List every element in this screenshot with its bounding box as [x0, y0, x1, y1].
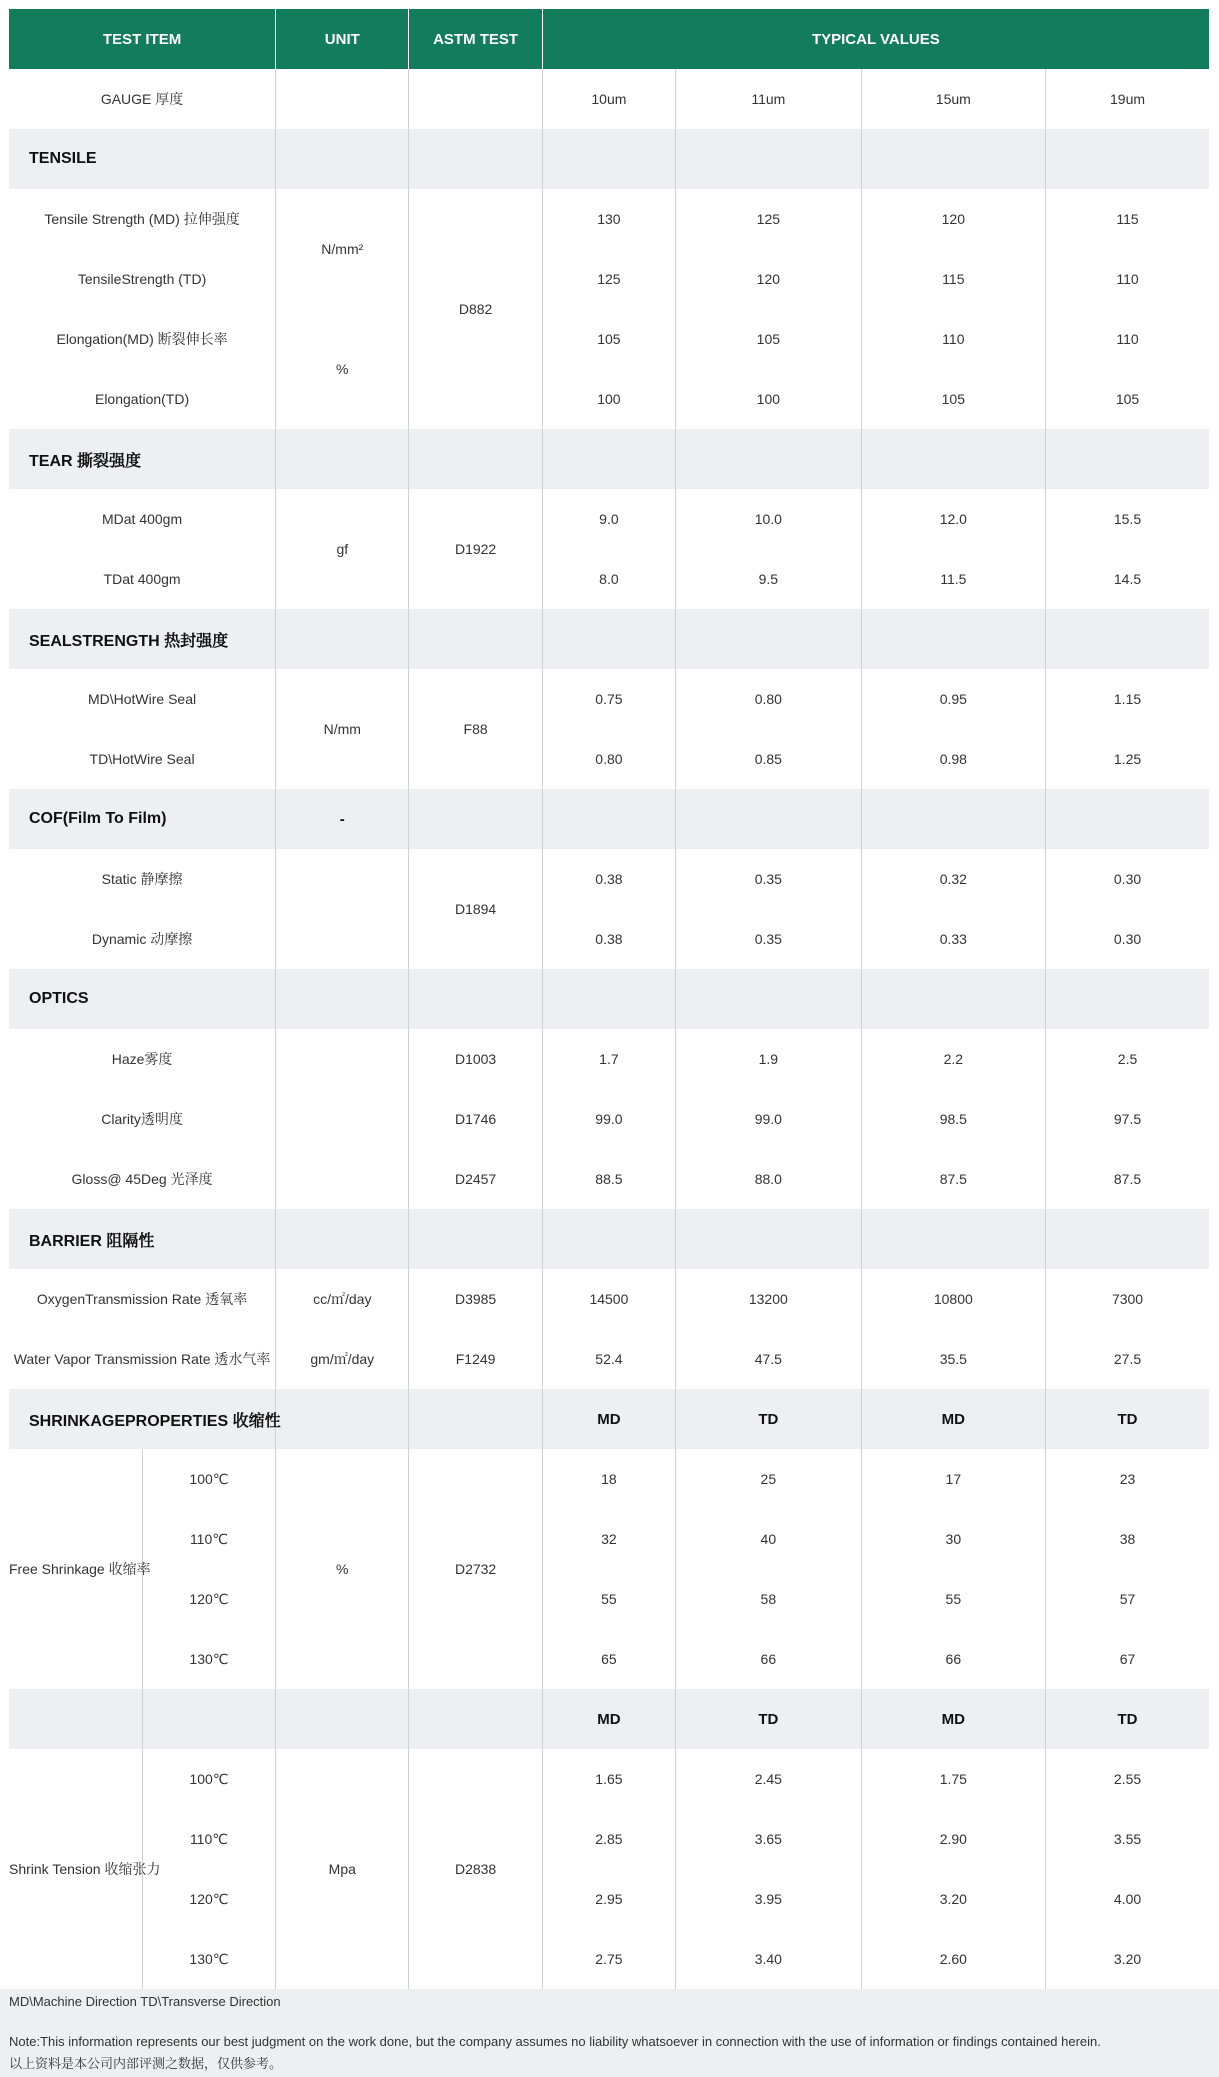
- unit-cell: [276, 849, 409, 969]
- value-cell: 0.75: [542, 669, 675, 729]
- value-cell: 66: [676, 1629, 862, 1689]
- temperature-cell: 130℃: [142, 1929, 275, 1989]
- unit-cell: Mpa: [276, 1749, 409, 1989]
- value-cell: 3.65: [676, 1809, 862, 1869]
- table-row: [9, 849, 1209, 909]
- value-cell: 105: [676, 309, 862, 369]
- gauge-row: [9, 69, 1209, 129]
- value-cell: 17: [861, 1449, 1045, 1509]
- value-cell: 14500: [542, 1269, 675, 1329]
- value-cell: 14.5: [1113, 571, 1142, 587]
- value-cell: 0.95: [861, 669, 1045, 729]
- temperature-cell: 100℃: [142, 1749, 275, 1809]
- table-row: [9, 249, 1209, 309]
- value-cell: 9.0: [542, 489, 675, 549]
- astm-cell: F88: [409, 669, 542, 789]
- astm-cell: D1746: [409, 1089, 542, 1149]
- value-cell: 18: [542, 1449, 675, 1509]
- value-cell: 2.55: [1113, 1771, 1142, 1787]
- direction-header: MD: [542, 1389, 675, 1449]
- table-row: [9, 669, 1209, 729]
- astm-cell: D1003: [409, 1029, 542, 1089]
- unit-cell: [276, 69, 409, 129]
- value-cell: 105: [542, 309, 675, 369]
- table-row: [9, 1509, 1209, 1569]
- table-row: [9, 1449, 1209, 1509]
- value-cell: 2.85: [542, 1809, 675, 1869]
- value-cell: 23: [1119, 1471, 1136, 1487]
- value-cell: 1.9: [676, 1029, 862, 1089]
- value-cell: 0.35: [676, 909, 862, 969]
- row-label: Dynamic 动摩擦: [9, 909, 276, 969]
- value-cell: 65: [542, 1629, 675, 1689]
- astm-cell: D1894: [409, 849, 542, 969]
- value-cell: 87.5: [861, 1149, 1045, 1209]
- value-cell: 3.20: [861, 1869, 1045, 1929]
- row-label: MDat 400gm: [9, 489, 276, 549]
- value-cell: 0.80: [542, 729, 675, 789]
- value-cell: 0.80: [676, 669, 862, 729]
- table-row: [9, 1869, 1209, 1929]
- value-cell: 0.38: [542, 849, 675, 909]
- value-cell: 115: [1116, 211, 1139, 227]
- section-row-shrinkage: [9, 1389, 1209, 1449]
- value-cell: 1.15: [1113, 691, 1142, 707]
- value-cell: 0.38: [542, 909, 675, 969]
- table-row: [9, 309, 1209, 369]
- direction-header: TD: [1046, 1389, 1209, 1449]
- unit-cell: %: [276, 309, 409, 429]
- section-row-seal-strength: [9, 609, 1209, 669]
- value-cell: 0.32: [861, 849, 1045, 909]
- table-header-row: [9, 9, 1209, 69]
- value-cell: 98.5: [861, 1089, 1045, 1149]
- value-cell: 10.0: [676, 489, 862, 549]
- value-cell: 32: [542, 1509, 675, 1569]
- astm-cell: D882: [409, 189, 542, 429]
- row-label: OxygenTransmission Rate 透氧率: [9, 1269, 276, 1329]
- value-cell: 40: [676, 1509, 862, 1569]
- astm-cell: D2732: [409, 1449, 542, 1689]
- direction-header: MD: [861, 1389, 1045, 1449]
- value-cell: 55: [542, 1569, 675, 1629]
- value-cell: 9.5: [676, 549, 862, 609]
- value-cell: 52.4: [542, 1329, 675, 1389]
- value-cell: 10um: [542, 69, 675, 129]
- value-cell: 67: [1119, 1651, 1136, 1667]
- value-cell: 30: [861, 1509, 1045, 1569]
- value-cell: 38: [1119, 1531, 1136, 1547]
- value-cell: 2.2: [861, 1029, 1045, 1089]
- section-title: OPTICS: [9, 969, 276, 1029]
- table-row: [9, 1569, 1209, 1629]
- temperature-cell: 130℃: [142, 1629, 275, 1689]
- table-row: [9, 1929, 1209, 1989]
- row-label: Haze雾度: [9, 1029, 276, 1089]
- row-label: Clarity透明度: [9, 1089, 276, 1149]
- value-cell: 3.95: [676, 1869, 862, 1929]
- temperature-cell: 110℃: [142, 1809, 275, 1869]
- value-cell: 27.5: [1113, 1351, 1142, 1367]
- typical-values-table: [9, 9, 1209, 1989]
- value-cell: 88.0: [676, 1149, 862, 1209]
- value-cell: 15um: [861, 69, 1045, 129]
- gauge-label: GAUGE 厚度: [9, 69, 276, 129]
- table-row: [9, 1029, 1209, 1089]
- value-cell: 11um: [676, 69, 862, 129]
- row-label: Elongation(MD) 断裂伸长率: [9, 309, 276, 369]
- row-label: Gloss@ 45Deg 光泽度: [9, 1149, 276, 1209]
- value-cell: 120: [861, 189, 1045, 249]
- value-cell: 0.98: [861, 729, 1045, 789]
- astm-cell: D2457: [409, 1149, 542, 1209]
- value-cell: 2.60: [861, 1929, 1045, 1989]
- section-title: COF(Film To Film): [9, 789, 276, 849]
- footer-notes: [0, 1989, 1219, 2077]
- value-cell: 130: [542, 189, 675, 249]
- unit-cell: [276, 1029, 409, 1209]
- row-label: TD\HotWire Seal: [9, 729, 276, 789]
- value-cell: 120: [676, 249, 862, 309]
- temperature-cell: 110℃: [142, 1509, 275, 1569]
- free-shrinkage-label: Free Shrinkage 收缩率: [9, 1449, 142, 1689]
- value-cell: 2.95: [542, 1869, 675, 1929]
- table-row: [9, 1149, 1209, 1209]
- unit-cell: cc/㎡/day: [276, 1269, 409, 1329]
- astm-cell: [409, 69, 542, 129]
- value-cell: 4.00: [1113, 1891, 1142, 1907]
- unit-cell: N/mm²: [276, 189, 409, 309]
- unit-cell: N/mm: [276, 669, 409, 789]
- value-cell: 0.85: [676, 729, 862, 789]
- value-cell: 100: [676, 369, 862, 429]
- direction-abbreviations: MD\Machine Direction TD\Transverse Direction: [9, 1994, 281, 2009]
- value-cell: 13200: [676, 1269, 862, 1329]
- table-row: [9, 1809, 1209, 1869]
- value-cell: 88.5: [542, 1149, 675, 1209]
- value-cell: 66: [861, 1629, 1045, 1689]
- direction-header: MD: [542, 1689, 675, 1749]
- table-row: [9, 1329, 1209, 1389]
- temperature-cell: 120℃: [142, 1869, 275, 1929]
- section-title: SEALSTRENGTH 热封强度: [9, 609, 276, 669]
- value-cell: 3.20: [1113, 1951, 1142, 1967]
- value-cell: 0.30: [1113, 931, 1142, 947]
- value-cell: 105: [861, 369, 1045, 429]
- value-cell: 115: [861, 249, 1045, 309]
- value-cell: 35.5: [861, 1329, 1045, 1389]
- astm-cell: F1249: [409, 1329, 542, 1389]
- value-cell: 0.35: [676, 849, 862, 909]
- temperature-cell: 120℃: [142, 1569, 275, 1629]
- section-title: TEAR 撕裂强度: [9, 429, 276, 489]
- section-title: BARRIER 阻隔性: [9, 1209, 276, 1269]
- value-cell: 110: [1116, 331, 1139, 347]
- table-row: [9, 1089, 1209, 1149]
- value-cell: 12.0: [861, 489, 1045, 549]
- section-title: SHRINKAGEPROPERTIES 收缩性: [9, 1389, 276, 1449]
- value-cell: 99.0: [542, 1089, 675, 1149]
- value-cell: 1.65: [542, 1749, 675, 1809]
- direction-header: TD: [1046, 1689, 1209, 1749]
- section-row-tensile: [9, 129, 1209, 189]
- value-cell: 57: [1119, 1591, 1136, 1607]
- value-cell: 1.75: [861, 1749, 1045, 1809]
- value-cell: 19um: [1110, 91, 1146, 107]
- row-label: TensileStrength (TD): [9, 249, 276, 309]
- table-row: [9, 729, 1209, 789]
- header-test-item: TEST ITEM: [9, 9, 276, 69]
- value-cell: 105: [1115, 391, 1140, 407]
- value-cell: 0.30: [1113, 871, 1142, 887]
- direction-header: MD: [861, 1689, 1045, 1749]
- table-row: [9, 1749, 1209, 1809]
- direction-header: TD: [676, 1689, 862, 1749]
- direction-header: TD: [676, 1389, 862, 1449]
- value-cell: 99.0: [676, 1089, 862, 1149]
- row-label: Tensile Strength (MD) 拉伸强度: [9, 189, 276, 249]
- value-cell: 87.5: [1113, 1171, 1142, 1187]
- value-cell: 110: [861, 309, 1045, 369]
- value-cell: 97.5: [1113, 1111, 1142, 1127]
- value-cell: 55: [861, 1569, 1045, 1629]
- section-row-cof: [9, 789, 1209, 849]
- table-row: [9, 369, 1209, 429]
- value-cell: 3.40: [676, 1929, 862, 1989]
- row-label: MD\HotWire Seal: [9, 669, 276, 729]
- value-cell: 110: [1116, 271, 1139, 287]
- row-label: Static 静摩擦: [9, 849, 276, 909]
- row-label: Water Vapor Transmission Rate 透水气率: [9, 1329, 276, 1389]
- value-cell: 2.90: [861, 1809, 1045, 1869]
- table-row: [9, 189, 1209, 249]
- section-row-optics: [9, 969, 1209, 1029]
- astm-cell: D3985: [409, 1269, 542, 1329]
- value-cell: 8.0: [542, 549, 675, 609]
- unit-cell: %: [276, 1449, 409, 1689]
- section-row-tear: [9, 429, 1209, 489]
- table-row: [9, 549, 1209, 609]
- section-row-shrink-tension-header: [9, 1689, 1209, 1749]
- value-cell: 10800: [861, 1269, 1045, 1329]
- value-cell: 125: [542, 249, 675, 309]
- value-cell: 1.7: [542, 1029, 675, 1089]
- value-cell: 0.33: [861, 909, 1045, 969]
- astm-cell: D2838: [409, 1749, 542, 1989]
- unit-cell: -: [276, 789, 409, 849]
- astm-cell: D1922: [409, 489, 542, 609]
- value-cell: 7300: [1111, 1291, 1144, 1307]
- value-cell: 3.55: [1113, 1831, 1142, 1847]
- shrink-tension-label: Shrink Tension 收缩张力: [9, 1749, 142, 1989]
- header-typical-values: TYPICAL VALUES: [542, 9, 1209, 69]
- table-row: [9, 489, 1209, 549]
- section-row-barrier: [9, 1209, 1209, 1269]
- section-title: TENSILE: [9, 129, 276, 189]
- value-cell: 25: [676, 1449, 862, 1509]
- disclaimer-chinese: 以上资料是本公司内部评测之数据，仅供参考。: [9, 2056, 283, 2071]
- value-cell: 2.45: [676, 1749, 862, 1809]
- table-row: [9, 1629, 1209, 1689]
- value-cell: 47.5: [676, 1329, 862, 1389]
- value-cell: 15.5: [1113, 511, 1142, 527]
- row-label: TDat 400gm: [9, 549, 276, 609]
- value-cell: 2.5: [1117, 1051, 1138, 1067]
- value-cell: 58: [676, 1569, 862, 1629]
- value-cell: 11.5: [861, 549, 1045, 609]
- unit-cell: gm/㎡/day: [276, 1329, 409, 1389]
- value-cell: 100: [542, 369, 675, 429]
- table-row: [9, 1269, 1209, 1329]
- header-astm-test: ASTM TEST: [409, 9, 542, 69]
- value-cell: 125: [676, 189, 862, 249]
- value-cell: 2.75: [542, 1929, 675, 1989]
- row-label: Elongation(TD): [9, 369, 276, 429]
- value-cell: 1.25: [1113, 751, 1142, 767]
- temperature-cell: 100℃: [142, 1449, 275, 1509]
- unit-cell: gf: [276, 489, 409, 609]
- disclaimer-english: Note:This information represents our best judgment on the work done, but the company assumes no liability whatsoever in connection with the use of information or findings contained herein.: [9, 2034, 1101, 2049]
- table-row: [9, 909, 1209, 969]
- header-unit: UNIT: [276, 9, 409, 69]
